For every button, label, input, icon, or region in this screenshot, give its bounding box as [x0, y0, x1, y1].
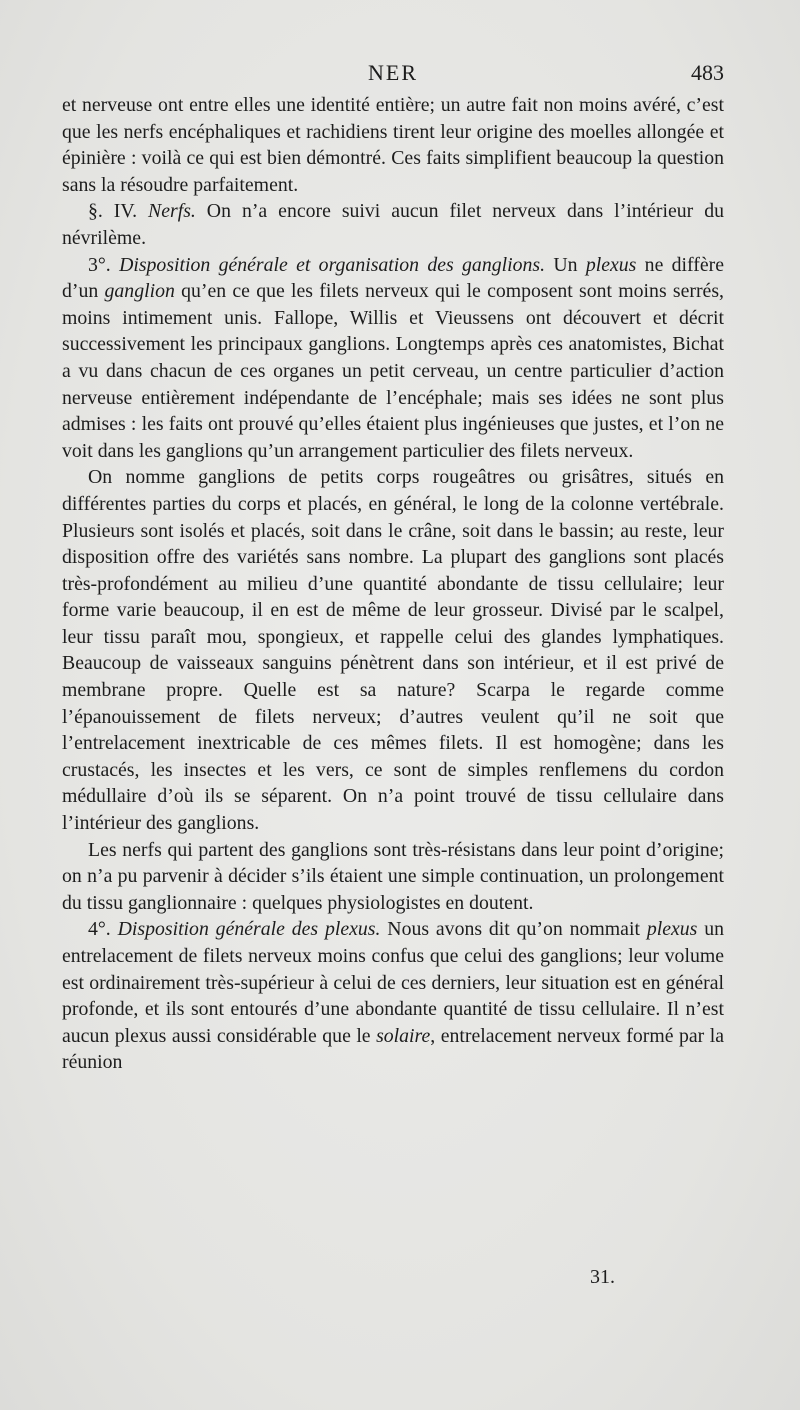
text-run: , entrelacement nerveux formé par la réunion — [62, 1024, 724, 1074]
italic-text: solaire — [376, 1024, 431, 1047]
text-run: On n’a encore suivi aucun filet nerveux dans l’intérieur du névrilème. — [62, 200, 724, 249]
text-run: 3°. — [88, 253, 120, 276]
paragraph — [62, 92, 724, 198]
text-run: Un — [545, 253, 586, 276]
text-run: un entrelacement de filets nerveux moins confus que celui des ganglions; leur volume est ordinairement très-supérieur à celui de ces derniers, leur situation est en général profonde, et ils sont entourés d’une abondante quantité de tissu cellulaire. Il n’est aucun plexus aussi considérable que le — [62, 918, 724, 1047]
italic-text: Disposition générale des plexus. — [117, 918, 381, 941]
text-run: 4°. — [88, 918, 118, 941]
paragraph — [62, 198, 724, 251]
text-run: On nomme ganglions de petits corps rougeâtres ou grisâtres, situés en différentes parties du corps et placés, en général, le long de la colonne vertébrale. Plusieurs sont isolés et placés, soit dans le crâne, soit dans le bassin; au reste, leur disposition offre des variétés sans nombre. La plupart des ganglions sont placés très-profondément au milieu d’une quantité abondante de tissu cellulaire; leur forme varie beaucoup, il en est de même de leur grosseur. Divisé par le scalpel, leur tissu paraît mou, spongieux, et rappelle celui des glandes lymphatiques. Beaucoup de vaisseaux sanguins pénètrent dans son intérieur, et il est privé de membrane propre. Quelle est sa nature? Scarpa le regarde comme l’épanouissement de filets nerveux; d’autres veulent qu’il ne soit que l’entrelacement inextricable de ces mêmes filets. Il est homogène; dans les crustacés, les insectes et les vers, ce sont de simples renflemens du cordon médullaire d’où ils se séparent. On n’a point trouvé de tissu cellulaire dans l’intérieur des ganglions. — [62, 466, 724, 835]
text-run: Nous avons dit qu’on nommait — [380, 918, 647, 941]
paragraph — [62, 464, 724, 836]
text-run: qu’en ce que les filets nerveux qui le composent sont moins serrés, moins intimement unis. Fallope, Willis et Vieussens ont découvert et décrit successivement les principaux ganglions. Longtemps après ces anatomistes, Bichat a vu dans chacun de ces organes un petit cerveau, un centre particulier d’action nerveuse entièrement indépendante de l’encéphale; mais ses idées ne sont plus admises : les faits ont prouvé qu’elles étaient plus ingénieuses que justes, et l’on ne voit dans les ganglions qu’un arrangement particulier des filets nerveux. — [62, 280, 724, 462]
signature-mark: 31. — [590, 1266, 615, 1288]
running-head: NER — [368, 60, 418, 85]
italic-text: ganglion — [104, 280, 175, 303]
italic-text: plexus — [646, 918, 698, 941]
italic-text: Disposition générale et organisation des ganglions. — [119, 253, 546, 276]
text-run: et nerveuse ont entre elles une identité entière; un autre fait non moins avéré, c’est que les nerfs encéphaliques et rachidiens tirent leur origine des moelles allongée et épinière : voilà ce qui est bien démontré. Ces faits simplifient beaucoup la question sans la résoudre parfaitement. — [62, 94, 724, 196]
italic-text: plexus — [585, 253, 637, 276]
paragraph — [62, 252, 724, 465]
paragraph — [62, 916, 724, 1076]
text-run: §. IV. — [88, 200, 149, 223]
text-run: Les nerfs qui partent des ganglions sont très-résistans dans leur point d’origine; on n’a pu parvenir à décider s’ils étaient une simple continuation, un prolongement du tissu ganglionnaire : quelques physiologistes en doutent. — [62, 838, 724, 914]
italic-text: Nerfs. — [148, 200, 196, 223]
paragraph — [62, 837, 724, 917]
page-number: 483 — [691, 60, 724, 85]
page-header — [62, 58, 724, 88]
text-run: ne diffère d’un — [62, 253, 725, 303]
body-text — [62, 92, 724, 1076]
